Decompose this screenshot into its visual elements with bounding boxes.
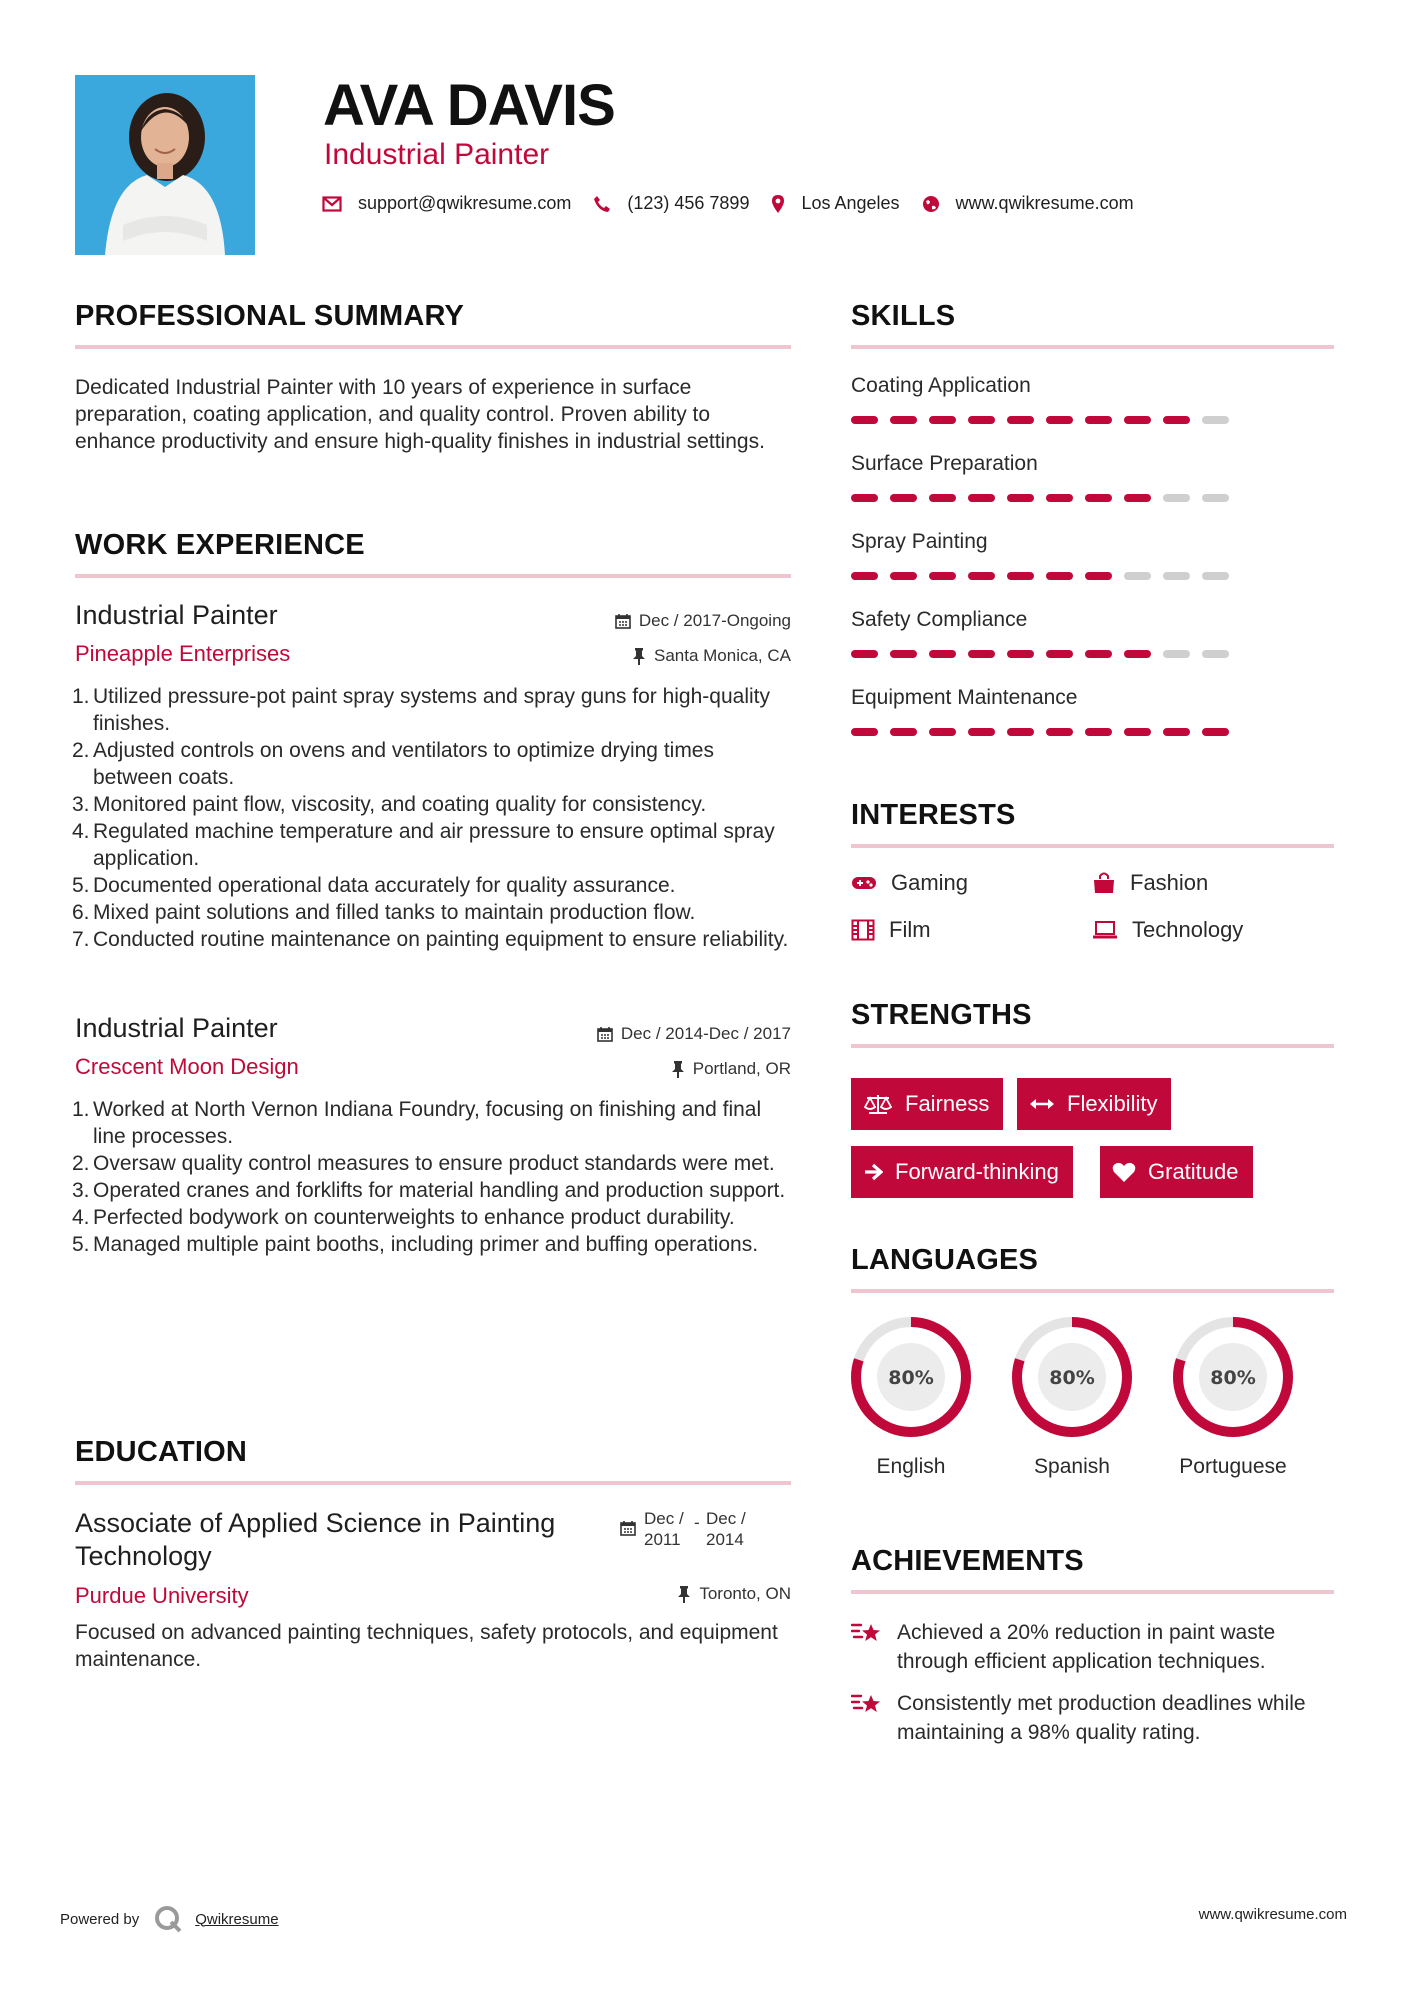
job-title: Industrial Painter [75, 600, 278, 630]
job-location [520, 1059, 791, 1079]
arrow-right-icon [863, 1162, 883, 1182]
job-date-text: Dec / 2014-Dec / 2017 [620, 1024, 791, 1043]
duty-text: Mixed paint solutions and filled tanks to maintain production flow. [93, 901, 696, 924]
achievements-divider [851, 1590, 1334, 1594]
language-name: Spanish [1034, 1455, 1110, 1478]
job-date [520, 1024, 791, 1044]
skill-name: Spray Painting [851, 530, 988, 553]
job-title: Industrial Painter [75, 1013, 278, 1043]
skill-dot-filled [968, 650, 995, 658]
shopping-bag-icon [1092, 872, 1116, 894]
list-item: 1. Worked at North Vernon Indiana Foundry, focusing on finishing and final line processes. [72, 1098, 762, 1148]
interest-gaming [851, 870, 968, 896]
shooting-star-icon [851, 1691, 883, 1717]
skill-dot-filled [890, 572, 917, 580]
language-item [1010, 1315, 1134, 1481]
interest-label: Fashion [1130, 870, 1209, 895]
language-name: English [876, 1455, 946, 1478]
interest-label: Gaming [891, 870, 969, 895]
skill-dot-filled [1163, 728, 1190, 736]
job-location [520, 646, 791, 666]
contact-location [771, 193, 899, 214]
skill-dot-filled [1046, 494, 1073, 502]
strength-fairness [851, 1078, 1003, 1130]
list-item [851, 1689, 1334, 1747]
interests-divider [851, 844, 1334, 848]
edu-date-start-month: Dec / [644, 1509, 684, 1528]
skill-dot-filled [968, 494, 995, 502]
skill-dot-filled [1163, 416, 1190, 424]
achievements-list [851, 1618, 1334, 1747]
duty-text: Regulated machine temperature and air pressure to ensure optimal spray application. [93, 820, 775, 870]
degree-title: Associate of Applied Science in Painting Technology [75, 1508, 556, 1571]
contact-bar [322, 193, 1156, 214]
skill-dot-empty [1202, 494, 1229, 502]
language-name: Portuguese [1179, 1455, 1287, 1478]
skill-row [851, 452, 1334, 530]
balance-scale-icon [863, 1093, 893, 1115]
skill-meter [851, 572, 1334, 580]
list-item [851, 1618, 1334, 1676]
skill-dot-filled [1202, 728, 1229, 736]
summary-heading: PROFESSIONAL SUMMARY [75, 300, 465, 332]
edu-date-end-month: Dec / [706, 1509, 746, 1528]
education-location-text: Toronto, ON [699, 1584, 791, 1603]
skill-name: Coating Application [851, 374, 1031, 397]
skill-dot-filled [929, 650, 956, 658]
interests-heading: INTERESTS [851, 799, 1016, 831]
skill-dot-filled [1085, 416, 1112, 424]
school-name: Purdue University [75, 1583, 249, 1608]
skill-dot-empty [1202, 572, 1229, 580]
strength-forward-thinking [851, 1146, 1073, 1198]
gamepad-icon [851, 874, 877, 892]
education-divider [75, 1481, 791, 1485]
edu-date-sep: - [694, 1513, 700, 1532]
list-item: 5. Documented operational data accurately for quality assurance. [72, 874, 676, 897]
arrows-horizontal-icon [1029, 1097, 1055, 1111]
website-text: www.qwikresume.com [955, 193, 1134, 213]
job-date [520, 611, 791, 631]
ring-percent-label: 80% [1049, 1367, 1095, 1389]
summary-text: Dedicated Industrial Painter with 10 years of experience in surface preparation, coating application, and quality control. Proven ability to enhance productivity and ensure high-quality finishes in industrial settings. [75, 376, 765, 453]
skill-dot-filled [968, 572, 995, 580]
duty-text: Conducted routine maintenance on painting equipment to ensure reliability. [93, 928, 789, 951]
email-text: support@qwikresume.com [358, 193, 572, 213]
skill-name: Equipment Maintenance [851, 686, 1078, 709]
skill-dot-filled [851, 416, 878, 424]
skill-dot-filled [1046, 416, 1073, 424]
skill-meter [851, 494, 1334, 502]
skill-dot-filled [1007, 416, 1034, 424]
achievements-heading: ACHIEVEMENTS [851, 1545, 1084, 1577]
strength-label: Fairness [905, 1091, 990, 1116]
heart-icon [1112, 1161, 1136, 1183]
skill-meter [851, 728, 1334, 736]
skill-dot-filled [1124, 416, 1151, 424]
skill-dot-filled [1085, 650, 1112, 658]
ring-percent-label: 80% [888, 1367, 934, 1389]
envelope-icon [322, 196, 342, 212]
experience-divider [75, 574, 791, 578]
skill-dot-filled [1046, 650, 1073, 658]
candidate-role: Industrial Painter [324, 138, 550, 171]
candidate-name: AVA DAVIS [323, 73, 615, 138]
footer-url[interactable]: www.qwikresume.com [1198, 1906, 1347, 1923]
shooting-star-icon [851, 1620, 883, 1646]
languages-heading: LANGUAGES [851, 1244, 1039, 1276]
skill-dot-filled [1124, 650, 1151, 658]
languages-list [849, 1315, 1295, 1481]
language-item [849, 1315, 973, 1481]
skill-name: Surface Preparation [851, 452, 1038, 475]
phone-icon [593, 195, 611, 213]
qwikresume-logo-icon [153, 1904, 183, 1934]
duty-text: Oversaw quality control measures to ensure product standards were met. [93, 1152, 775, 1175]
interest-label: Technology [1132, 917, 1244, 942]
skill-meter [851, 650, 1334, 658]
pin-icon [671, 1060, 685, 1078]
skill-dot-filled [890, 650, 917, 658]
skill-name: Safety Compliance [851, 608, 1028, 631]
skill-row [851, 374, 1334, 452]
skill-dot-filled [1085, 728, 1112, 736]
contact-email[interactable] [322, 193, 571, 214]
skill-dot-filled [851, 650, 878, 658]
skills-list [851, 374, 1334, 764]
edu-date-end [706, 1508, 766, 1550]
interest-fashion [1092, 870, 1208, 896]
education-heading: EDUCATION [75, 1436, 248, 1468]
skill-dot-filled [929, 728, 956, 736]
edu-date-start [644, 1508, 694, 1550]
duty-text: Monitored paint flow, viscosity, and coating quality for consistency. [93, 793, 707, 816]
skill-dot-filled [851, 728, 878, 736]
list-item: 6. Mixed paint solutions and filled tanks to maintain production flow. [72, 901, 696, 924]
job-location-text: Portland, OR [692, 1059, 791, 1078]
interest-label: Film [889, 917, 931, 942]
skill-dot-filled [1085, 572, 1112, 580]
pin-icon [677, 1585, 691, 1603]
job-date-text: Dec / 2017-Ongoing [638, 611, 791, 630]
job-company: Crescent Moon Design [75, 1054, 299, 1079]
job-company: Pineapple Enterprises [75, 641, 291, 666]
skill-dot-filled [929, 416, 956, 424]
list-item: 7. Conducted routine maintenance on painting equipment to ensure reliability. [72, 928, 789, 951]
edu-date-end-year: 2014 [706, 1530, 744, 1549]
skill-dot-filled [968, 416, 995, 424]
skill-dot-filled [968, 728, 995, 736]
skill-dot-filled [1046, 572, 1073, 580]
list-item: 2. Adjusted controls on ovens and ventilators to optimize drying times between coats. [72, 739, 714, 789]
interest-technology [1092, 917, 1243, 943]
skill-dot-filled [1046, 728, 1073, 736]
strength-label: Forward-thinking [895, 1159, 1059, 1184]
duty-text: Operated cranes and forklifts for material handling and production support. [93, 1179, 786, 1202]
language-ring [1171, 1315, 1295, 1439]
education-location [560, 1584, 791, 1604]
skill-dot-filled [1007, 572, 1034, 580]
skill-dot-filled [1124, 728, 1151, 736]
skill-dot-filled [1085, 494, 1112, 502]
list-item: 1. Utilized pressure-pot paint spray systems and spray guns for high-quality finishes. [72, 685, 770, 735]
strength-label: Gratitude [1148, 1159, 1239, 1184]
strengths-heading: STRENGTHS [851, 999, 1032, 1031]
strength-flexibility [1017, 1078, 1171, 1130]
language-ring [1010, 1315, 1134, 1439]
list-item: 2. Oversaw quality control measures to ensure product standards were met. [72, 1152, 775, 1175]
achievement-text: Consistently met production deadlines while maintaining a 98% quality rating. [897, 1692, 1306, 1744]
skill-dot-filled [1124, 494, 1151, 502]
contact-website[interactable] [922, 193, 1134, 214]
calendar-icon [620, 1520, 636, 1536]
location-text: Los Angeles [801, 193, 900, 213]
experience-heading: WORK EXPERIENCE [75, 529, 365, 561]
education-text: Focused on advanced painting techniques, safety protocols, and equipment maintenance. [75, 1621, 778, 1671]
phone-text: (123) 456 7899 [627, 193, 750, 213]
skill-dot-empty [1163, 650, 1190, 658]
skill-meter [851, 416, 1334, 424]
film-icon [851, 919, 875, 941]
list-item: 3. Monitored paint flow, viscosity, and coating quality for consistency. [72, 793, 707, 816]
list-item: 4. Perfected bodywork on counterweights to enhance product durability. [72, 1206, 735, 1229]
education-date [620, 1508, 766, 1550]
skill-dot-filled [890, 494, 917, 502]
globe-icon [922, 195, 940, 213]
map-marker-icon [771, 194, 785, 214]
skill-dot-filled [929, 494, 956, 502]
list-item: 3. Operated cranes and forklifts for material handling and production support. [72, 1179, 786, 1202]
skill-dot-filled [890, 416, 917, 424]
job-location-text: Santa Monica, CA [653, 646, 791, 665]
skill-dot-empty [1202, 416, 1229, 424]
summary-divider [75, 345, 791, 349]
skill-row [851, 686, 1334, 764]
skill-dot-empty [1163, 572, 1190, 580]
strength-gratitude [1100, 1146, 1253, 1198]
interest-film [851, 917, 931, 943]
skill-row [851, 608, 1334, 686]
job-duties-list [72, 1096, 791, 1258]
duty-text: Worked at North Vernon Indiana Foundry, focusing on finishing and final line processes. [93, 1098, 762, 1148]
skills-divider [851, 345, 1334, 349]
skill-dot-filled [851, 572, 878, 580]
language-item [1171, 1315, 1295, 1481]
calendar-icon [597, 1026, 613, 1042]
skill-dot-filled [851, 494, 878, 502]
calendar-icon [615, 613, 631, 629]
skill-dot-filled [1007, 494, 1034, 502]
powered-by-text: Powered by [60, 1910, 140, 1928]
edu-date-start-year: 2011 [644, 1530, 681, 1549]
skill-dot-filled [1007, 728, 1034, 736]
languages-divider [851, 1289, 1334, 1293]
duty-text: Managed multiple paint booths, including primer and buffing operations. [93, 1233, 759, 1256]
language-ring [849, 1315, 973, 1439]
list-item: 4. Regulated machine temperature and air pressure to ensure optimal spray application. [72, 820, 775, 870]
duty-text: Adjusted controls on ovens and ventilators to optimize drying times between coats. [93, 739, 714, 789]
ring-percent-label: 80% [1210, 1367, 1256, 1389]
duty-text: Perfected bodywork on counterweights to enhance product durability. [93, 1206, 735, 1229]
job-duties-list [72, 683, 791, 953]
skill-dot-filled [1007, 650, 1034, 658]
skill-dot-empty [1124, 572, 1151, 580]
duty-text: Documented operational data accurately for quality assurance. [93, 874, 676, 897]
duty-text: Utilized pressure-pot paint spray systems and spray guns for high-quality finishes. [93, 685, 770, 735]
skills-heading: SKILLS [851, 300, 956, 332]
pin-icon [632, 647, 646, 665]
contact-phone[interactable] [593, 193, 749, 214]
skill-dot-empty [1202, 650, 1229, 658]
qwikresume-link[interactable]: Qwikresume [195, 1910, 279, 1928]
skill-dot-filled [890, 728, 917, 736]
strengths-divider [851, 1044, 1334, 1048]
achievement-text: Achieved a 20% reduction in paint waste through efficient application techniques. [897, 1621, 1276, 1673]
skill-row [851, 530, 1334, 608]
skill-dot-empty [1163, 494, 1190, 502]
skill-dot-filled [929, 572, 956, 580]
footer-powered-by [60, 1904, 279, 1934]
laptop-icon [1092, 920, 1118, 940]
profile-photo [75, 75, 255, 255]
list-item: 5. Managed multiple paint booths, including primer and buffing operations. [72, 1233, 759, 1256]
strength-label: Flexibility [1067, 1091, 1158, 1116]
